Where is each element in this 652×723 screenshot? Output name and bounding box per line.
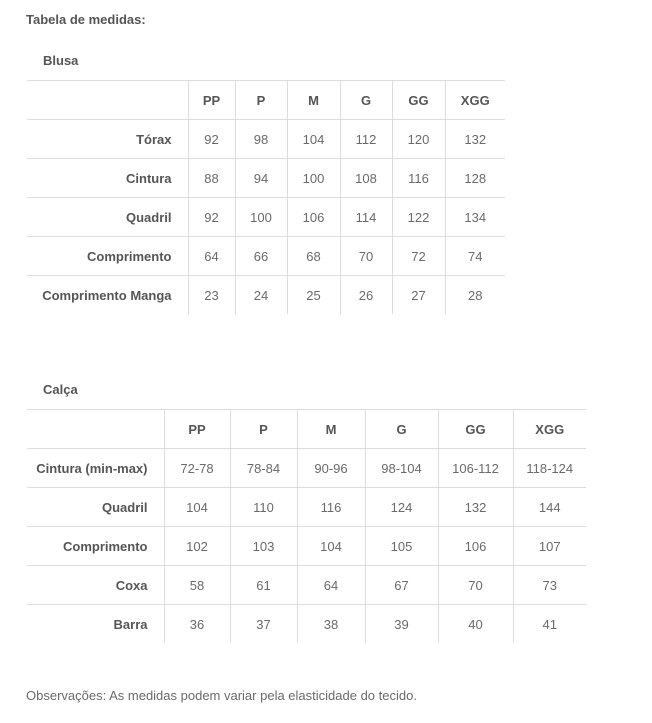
- table-cell: 92: [188, 198, 235, 237]
- table-cell: 28: [445, 276, 505, 315]
- size-header-g: G: [340, 81, 392, 120]
- table-row: [27, 449, 586, 488]
- table-cell: 24: [235, 276, 287, 315]
- row-label: Cintura: [27, 159, 188, 198]
- size-header-xgg: XGG: [513, 410, 586, 449]
- row-label: Cintura (min-max): [27, 449, 164, 488]
- size-header-m: M: [287, 81, 340, 120]
- table-cell: 100: [235, 198, 287, 237]
- size-header-xgg: XGG: [445, 81, 505, 120]
- row-label: Barra: [113, 616, 148, 632]
- size-header-gg: GG: [438, 410, 513, 449]
- blusa-size-table: [27, 80, 505, 314]
- row-label: Quadril: [27, 488, 164, 527]
- observations-note: Observações: As medidas podem variar pela elasticidade do tecido.: [26, 688, 417, 703]
- table-cell: 38: [297, 605, 365, 644]
- size-header-m: M: [297, 410, 365, 449]
- blusa-section-title: Blusa: [43, 53, 79, 68]
- table-cell: 92: [188, 120, 235, 159]
- table-cell: 73: [513, 566, 586, 605]
- table-cell: 106: [438, 527, 513, 566]
- table-cell: 112: [340, 120, 392, 159]
- table-cell: 108: [340, 159, 392, 198]
- table-cell: 106-112: [438, 449, 513, 488]
- table-cell: 25: [287, 276, 340, 315]
- table-cell: 124: [365, 488, 438, 527]
- size-header-pp: PP: [164, 410, 230, 449]
- table-cell: 132: [438, 488, 513, 527]
- table-cell: 58: [164, 566, 230, 605]
- table-cell: 70: [340, 237, 392, 276]
- row-label: Coxa: [27, 566, 164, 605]
- table-cell: 128: [445, 159, 505, 198]
- table-cell: 41: [513, 605, 586, 644]
- table-header-row: [27, 81, 505, 120]
- table-cell: 122: [392, 198, 445, 237]
- table-row: [27, 276, 505, 315]
- calca-section-title: Calça: [43, 382, 78, 397]
- table-row: [27, 159, 505, 198]
- table-cell: 134: [445, 198, 505, 237]
- table-cell: 61: [230, 566, 297, 605]
- table-row: [27, 527, 586, 566]
- table-cell: 67: [365, 566, 438, 605]
- table-cell: 116: [392, 159, 445, 198]
- table-cell: 78-84: [230, 449, 297, 488]
- row-label: Quadril: [27, 198, 188, 237]
- table-cell: 118-124: [513, 449, 586, 488]
- size-header-p: P: [235, 81, 287, 120]
- page-title: Tabela de medidas:: [26, 12, 146, 27]
- table-cell: 64: [297, 566, 365, 605]
- table-cell: 110: [230, 488, 297, 527]
- row-label: Comprimento: [27, 237, 188, 276]
- table-cell: 98: [235, 120, 287, 159]
- table-cell: 100: [287, 159, 340, 198]
- calca-size-table: [27, 409, 586, 643]
- table-cell: 40: [438, 605, 513, 644]
- size-header-p: P: [230, 410, 297, 449]
- table-cell: 27: [392, 276, 445, 315]
- table-cell: 106: [287, 198, 340, 237]
- table-cell: 144: [513, 488, 586, 527]
- size-header-g: G: [365, 410, 438, 449]
- table-cell: 88: [188, 159, 235, 198]
- size-header-pp: PP: [188, 81, 235, 120]
- table-cell: 23: [188, 276, 235, 315]
- row-label: Comprimento Manga: [42, 287, 172, 303]
- table-row: [27, 237, 505, 276]
- table-cell: 68: [287, 237, 340, 276]
- table-cell: 103: [230, 527, 297, 566]
- table-cell: 26: [340, 276, 392, 315]
- table-cell: 107: [513, 527, 586, 566]
- table-cell: 74: [445, 237, 505, 276]
- table-cell: 90-96: [297, 449, 365, 488]
- table-row: [27, 488, 586, 527]
- table-cell: 120: [392, 120, 445, 159]
- table-header-row: [27, 410, 586, 449]
- table-cell: 116: [297, 488, 365, 527]
- table-cell: 102: [164, 527, 230, 566]
- table-cell: 98-104: [365, 449, 438, 488]
- table-cell: 104: [297, 527, 365, 566]
- table-cell: 104: [164, 488, 230, 527]
- table-cell: 132: [445, 120, 505, 159]
- table-cell: 66: [235, 237, 287, 276]
- table-cell: 72: [392, 237, 445, 276]
- table-cell: 70: [438, 566, 513, 605]
- table-cell: 94: [235, 159, 287, 198]
- header-corner: [27, 81, 188, 120]
- table-cell: 39: [365, 605, 438, 644]
- table-cell: 37: [230, 605, 297, 644]
- table-cell: 64: [188, 237, 235, 276]
- table-cell: 36: [164, 605, 230, 644]
- table-cell: 114: [340, 198, 392, 237]
- header-corner: [27, 410, 164, 449]
- row-label: Tórax: [27, 120, 188, 159]
- table-cell: 105: [365, 527, 438, 566]
- table-row: [27, 120, 505, 159]
- table-row: [27, 566, 586, 605]
- row-label: Comprimento: [27, 527, 164, 566]
- table-row: [27, 198, 505, 237]
- size-header-gg: GG: [392, 81, 445, 120]
- table-row: [27, 605, 586, 644]
- table-cell: 104: [287, 120, 340, 159]
- table-cell: 72-78: [164, 449, 230, 488]
